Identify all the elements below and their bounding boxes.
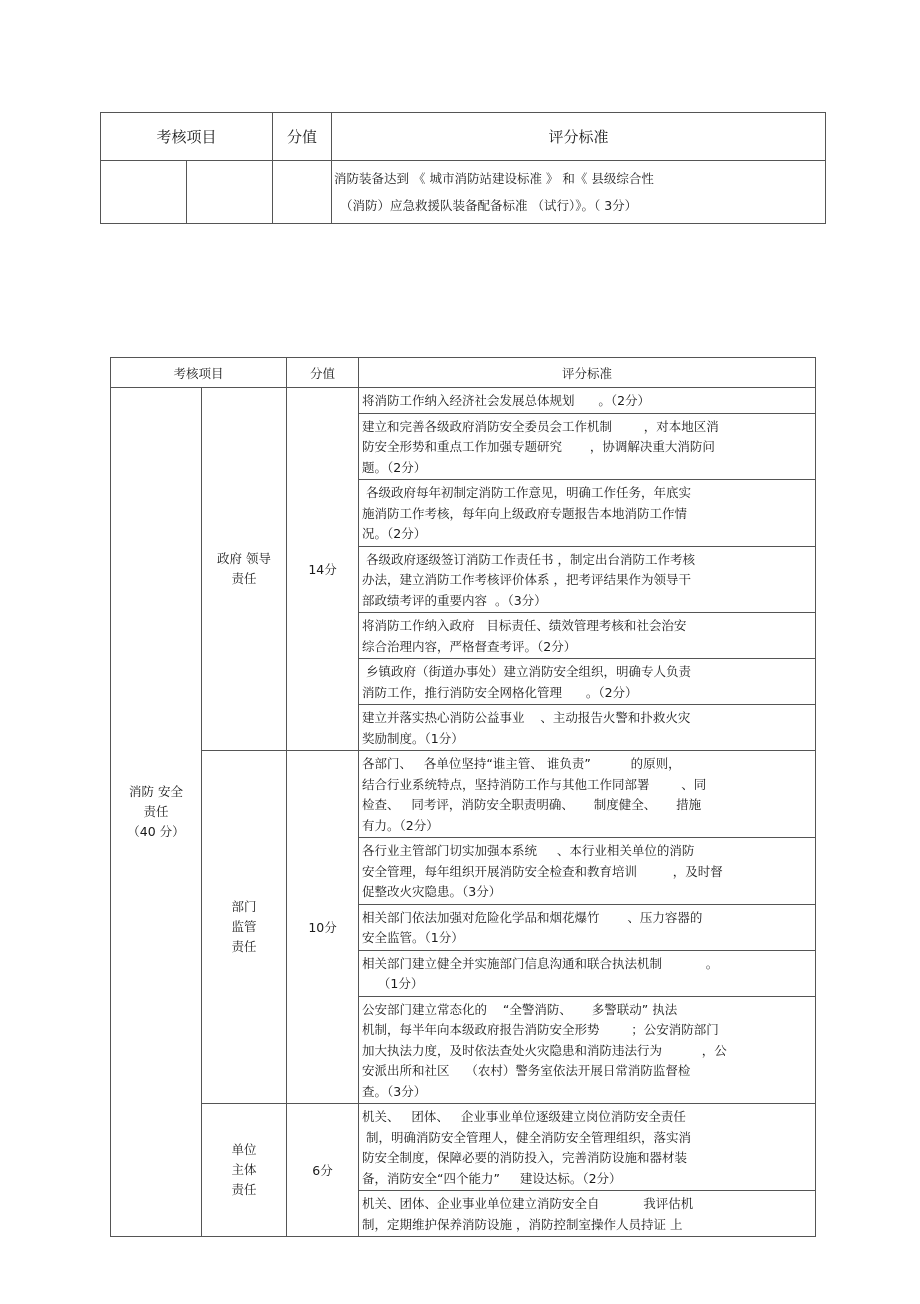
empty-cell (273, 161, 332, 224)
criteria-cell: 各级政府每年初制定消防工作意见，明确工作任务，年底实 施消防工作考核，每年向上级政府专题报告本地消防工作情 况。（2分） (359, 480, 816, 547)
table-row (111, 388, 816, 414)
score-cell: 14分 (287, 388, 359, 751)
empty-cell (187, 161, 273, 224)
criteria-cell: 将消防工作纳入经济社会发展总体规划 。（2分） (359, 388, 816, 414)
subcategory-line: 部门 (231, 899, 257, 914)
subcategory-line: 责任 (231, 939, 257, 954)
criteria-cell: 各部门、 各单位坚持“谁主管、 谁负责” 的原则， 结合行业系统特点，坚持消防工作与其他工作同部署 、同 检查、 同考评，消防安全职责明确、 制度健全、 措施 有力。（2分） (359, 751, 816, 838)
criteria-cell: 各级政府逐级签订消防工作责任书 ，制定出台消防工作考核 办法，建立消防工作考核评价体系 ，把考评结果作为领导干 部政绩考评的重要内容 。（3分） (359, 546, 816, 613)
criteria-cell: 公安部门建立常态化的 “全警消防、 多警联动” 执法 机制，每半年向本级政府报告消防安全形势 ；公安消防部门 加大执法力度，及时依法查处火灾隐患和消防违法行为 ，公 安派出所和社区 （农村）警务室依法开展日常消防监督检 查。（3分） (359, 996, 816, 1104)
table-row (101, 161, 826, 224)
criteria-cell: 各行业主管部门切实加强本系统 、本行业相关单位的消防 安全管理，每年组织开展消防安全检查和教育培训 ，及时督 促整改火灾隐患。（3分） (359, 838, 816, 905)
criteria-cell: 机关、 团体、 企业事业单位逐级建立岗位消防安全责任 制，明确消防安全管理人，健全消防安全管理组织，落实消 防安全制度，保障必要的消防投入，完善消防设施和器材装 备，消防安全“四个能力” 建设达标。（2分） (359, 1104, 816, 1191)
header-criteria: 评分标准 (359, 358, 816, 388)
criteria-cell: 乡镇政府（街道办事处）建立消防安全组织，明确专人负责 消防工作，推行消防安全网格化管理 。（2分） (359, 659, 816, 705)
main-category-cell (111, 388, 202, 1237)
score-cell: 6分 (287, 1104, 359, 1237)
assessment-table (110, 357, 816, 1237)
table-header-row (111, 358, 816, 388)
subcategory-line: 政府 领导 (217, 551, 271, 566)
subcategory-line: 监管 (231, 919, 257, 934)
table-row (111, 1104, 816, 1191)
table-row (111, 751, 816, 838)
main-category-line: 消防 安全 (129, 784, 183, 799)
subcategory-cell (202, 751, 287, 1104)
criteria-cell: 建立并落实热心消防公益事业 、主动报告火警和扑救火灾 奖励制度。（1分） (359, 705, 816, 751)
assessment-table-top (100, 112, 826, 224)
criteria-cell: 相关部门依法加强对危险化学品和烟花爆竹 、压力容器的 安全监管。（1分） (359, 904, 816, 950)
header-item: 考核项目 (111, 358, 287, 388)
main-category-line: （40 分） (127, 824, 185, 839)
criteria-cell (332, 161, 826, 224)
subcategory-cell (202, 388, 287, 751)
criteria-cell: 将消防工作纳入政府 目标责任、绩效管理考核和社会治安 综合治理内容，严格督查考评。（2分） (359, 613, 816, 659)
criteria-cell: 建立和完善各级政府消防安全委员会工作机制 ，对本地区消 防安全形势和重点工作加强专题研究 ，协调解决重大消防问 题。（2分） (359, 413, 816, 480)
header-score: 分值 (287, 358, 359, 388)
criteria-cell: 相关部门建立健全并实施部门信息沟通和联合执法机制 。 （1分） (359, 950, 816, 996)
header-item: 考核项目 (101, 113, 273, 161)
empty-cell (101, 161, 187, 224)
score-cell: 10分 (287, 751, 359, 1104)
subcategory-line: 主体 (231, 1162, 257, 1177)
header-score: 分值 (273, 113, 332, 161)
header-criteria: 评分标准 (332, 113, 826, 161)
criteria-line: （消防）应急救援队装备配备标准 （试行）》。（ 3分） (340, 198, 638, 213)
subcategory-line: 责任 (231, 571, 257, 586)
criteria-line: 消防装备达到 《 城市消防站建设标准 》 和《 县级综合性 (334, 171, 654, 186)
table-header-row (101, 113, 826, 161)
main-category-line: 责任 (143, 804, 169, 819)
subcategory-line: 责任 (231, 1182, 257, 1197)
subcategory-cell (202, 1104, 287, 1237)
criteria-cell: 机关、团体、企业事业单位建立消防安全自 我评估机 制，定期维护保养消防设施 ，消防控制室操作人员持证 上 (359, 1191, 816, 1237)
subcategory-line: 单位 (231, 1142, 257, 1157)
